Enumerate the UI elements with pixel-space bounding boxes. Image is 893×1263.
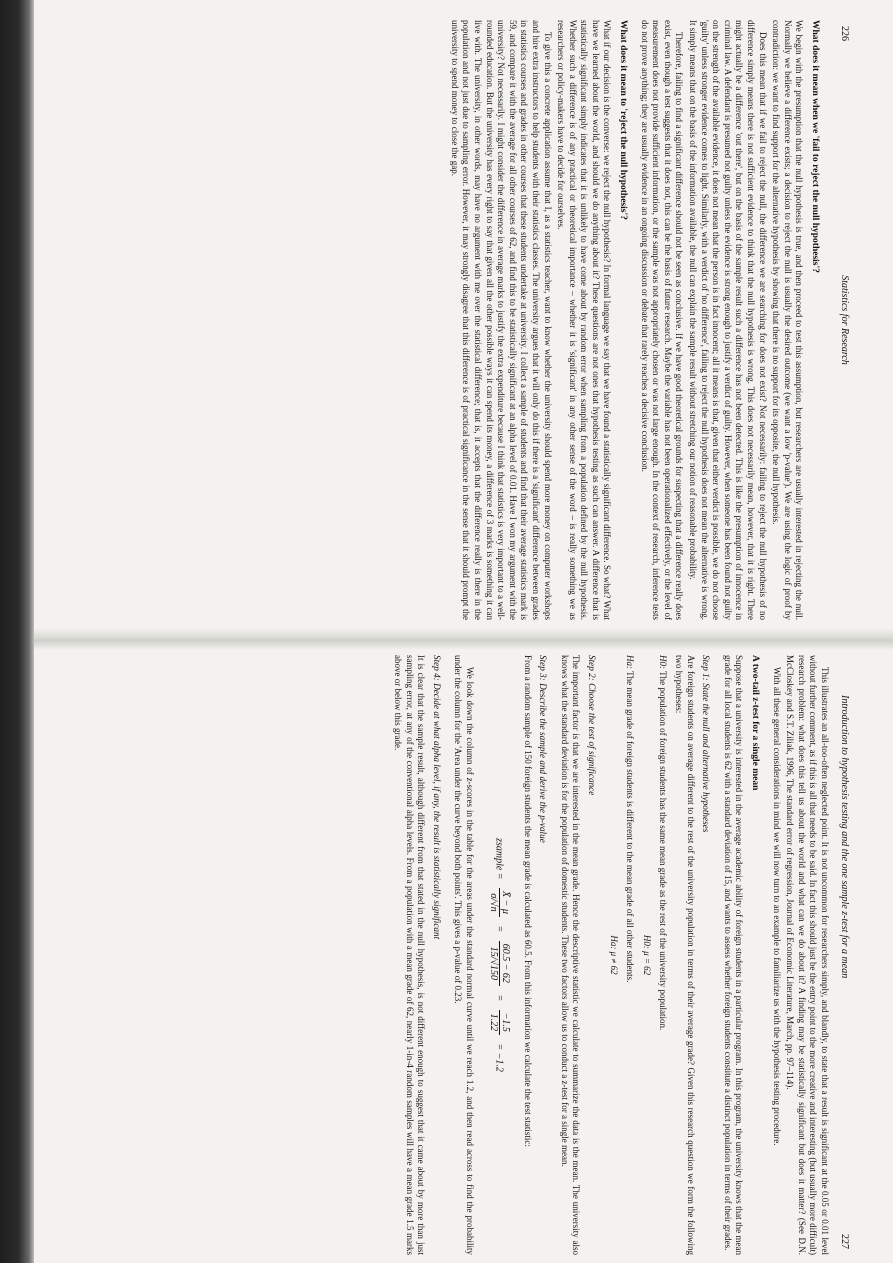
paragraph: Does this mean that if we fail to reject the null, the difference we are searching for does not exist? Not necessarily: failing to reject the null hypothesis of no difference simply means there is not sufficient evidence to think that the null hypothesis is wrong. This does not necessarily mean, however, that it is right. There might actually be a difference 'out there', but on the basis of the sample result such a difference has not been detected. This is like the presumption of innocence in criminal law. A defendant is presumed not guilty unless the evidence is strong enough to justify a verdict of guilty. However, when someone has been found not guilty on the strength of the available evidence, it does not mean that the person is in fact innocent; all it means is that, given that either verdict is possible, we do not choose 'guilty' unless stronger evidence comes to light. Similarly, with a verdict of 'no difference', failing to reject the null hypothesis does not mean the alternative is wrong. It simply means that on the basis of the information available, the null can explain the sample result without stretching our notion of reasonable probability. bbox=[688, 20, 768, 620]
paragraph: To give this a concrete application assume that I, as a statistics teacher, want to know whether the university should spend more money on computer workshops and hire extra instructors to help students with their statistics classes. The university argues that it will only do this if there is a 'significant' difference between grades in statistics courses and grades in other courses that these students undertake at university. I collect a sample of students and find that their average statistics mark is 59, and compare it with the average for all other courses of 62, and find this to be statistically significant at an alpha level of 0.01. Have I won my argument with the university? Not necessarily. I might consider the difference in average marks to justify the extra expenditure because I think that statistics is very important to a well-rounded education. But the university has every right to say that given all the other possible ways it can spend its money, a difference of 3 marks is something it can live with. The university, in other words, may have no argument with me over the statistical difference; that is, it accepts that the difference really is there in the population and not just due to sampling error. However, it may strongly disagree that this difference is of practical significance in the sense that it should prompt the university to spend money to close the gap. bbox=[449, 20, 553, 620]
paragraph: It is clear that the sample result, although different from that stated in the null hypothesis, is not different enough to suggest that it came about by more than just sampling error, at any of the conventional alpha levels. From a population with a mean grade of 62, nearly 1-in-4 random samples will have a mean grade 1.5 marks above or below this grade. bbox=[392, 655, 427, 1255]
step-heading: Step 1: State the null and alternative hypotheses bbox=[701, 655, 712, 833]
fraction-denominator: 1.22 bbox=[487, 1013, 499, 1032]
section-heading-reject: What does it mean to 'reject the null hypothesis'? bbox=[618, 20, 629, 220]
running-head bbox=[830, 655, 850, 1255]
fraction-numerator: −1.5 bbox=[499, 1010, 512, 1035]
paragraph: Therefore, failing to find a significant difference should not be seen as conclusive. If we have good theoretical grounds for suspecting that a difference really does exist, even though a test suggests that it does not, this can be the basis of future research. Maybe the variable has not been operationalized effectively, or the level of measurement does not provide sufficient information, or the sample was not appropriately chosen or was not large enough. In the context of research, inference tests do not prove anything; they are usually evidence in an ongoing discussion or debate that rarely reaches a decisive conclusion. bbox=[639, 20, 685, 620]
fraction-denominator: σ/√n bbox=[487, 893, 499, 912]
formula-result: = −1.2 bbox=[493, 1043, 505, 1072]
alternative-hypothesis bbox=[624, 655, 636, 1255]
running-head-title: Statistics for Research bbox=[839, 275, 850, 365]
fraction-numerator: X̄ − μ bbox=[499, 888, 512, 917]
paragraph: The important factor is that we are interested in the mean grade. Hence the descriptive statistic we calculate to summarize the data is the mean. The university also knows what the standard deviation is for the population of domestic students. These two factors allow us to conduct a z-test for a single mean. bbox=[559, 655, 582, 1255]
fraction-substituted bbox=[487, 941, 511, 986]
fraction-simplified bbox=[487, 1010, 511, 1035]
hypothesis-text: The population of foreign students has the same mean grade as the rest of the university population. bbox=[658, 671, 669, 1031]
page-226 bbox=[170, 20, 850, 620]
paragraph: With all these general considerations in mind we will now turn to an example to familiarize us with the hypothesis testing procedure. bbox=[771, 667, 782, 1146]
fraction-general bbox=[487, 888, 511, 917]
null-hypothesis-formula: H0: μ = 62 bbox=[641, 934, 652, 976]
page-number: 227 bbox=[839, 1234, 850, 1249]
fraction-denominator: 15/√150 bbox=[487, 946, 499, 980]
fraction-numerator: 60.5 − 62 bbox=[499, 941, 512, 986]
paragraph: Suppose that a university is interested in the average academic ability of foreign students in a particular program. In this program, the university knows that the mean grade for all local students is 62 with a standard deviation of 15, and wants to assess whether foreign students constitute a distinct population in terms of their grades. bbox=[722, 655, 745, 1255]
step-heading: Step 2: Choose the test of significance bbox=[587, 655, 598, 796]
null-hypothesis bbox=[657, 655, 669, 1255]
paragraph: We begin with the presumption that the null hypothesis is true, and then proceed to test this assumption, but researchers are usually interested in rejecting the null. Normally we believe a difference exists; a decision to reject the null is usually the desired outcome (we want a low 'p-value'). We are using the logic of proof by contradiction: we want to find support for the alternative hypothesis by showing that there is no support for its opposite, the null hypothesis. bbox=[771, 20, 805, 620]
scanner-edge bbox=[0, 0, 34, 1263]
alternative-hypothesis-formula: Ha: μ ≠ 62 bbox=[608, 935, 619, 975]
paragraph: What if our decision is the converse: we reject the null hypothesis? In formal language we say that we have found a statistically significant difference. So what? What have we learned about the world, and should we do anything about it? These questions are not ones that hypothesis testing as such can answer. A difference that is statistically significant simply indicates that it is unlikely to have come about by random error when sampling from a population defined by the null hypothesis. Whether such a difference is of any practical or theoretical importance – whether it is 'significant' in any other sense of the word – is really something we as researchers or policy-makers have to decide for ourselves. bbox=[556, 20, 613, 620]
formula-lhs: zsample = bbox=[493, 838, 505, 880]
step-heading: Step 3: Describe the sample and derive the p-value bbox=[538, 655, 549, 843]
running-head-title: Introduction to hypothesis testing and the one sample z-test for a mean bbox=[839, 695, 850, 979]
hypothesis-label: Ha: bbox=[625, 655, 636, 669]
paragraph: This illustrates an all-too-often neglected point. It is not uncommon for researchers simply, and blandly, to state that a result is significant at the 0.05 or 0.01 level without further comment, as if this is all that needs to be said. In fact this should just be the entry point to the more creative and interesting (but usually more difficult) research problem: what does this tell us about the world and what can we do about it? A finding may be statistically significant but does it matter? (See D.N. McCloskey and S.T. Ziliak, 1996, The standard error of regression, Journal of Economic Literature, March, pp. 97–114). bbox=[785, 655, 830, 1255]
section-heading-fail-to-reject: What does it mean when we 'fail to reject the null hypothesis'? bbox=[810, 20, 820, 273]
page-227 bbox=[190, 655, 850, 1255]
page-number: 226 bbox=[839, 26, 850, 41]
paragraph: From a random sample of 150 foreign students the mean grade is calculated as 60.5. From this information we calculate the test statistic: bbox=[522, 655, 533, 1147]
paragraph: Are foreign students on average different to the rest of the university population in terms of their average grade? Given this research question we form the following two hypotheses: bbox=[674, 655, 696, 1255]
equals-sign: = bbox=[493, 925, 505, 933]
section-heading-two-tail-test: A two-tail z-test for a single mean bbox=[750, 655, 761, 791]
book-gutter bbox=[34, 628, 893, 650]
z-test-formula bbox=[487, 655, 511, 1255]
equals-sign: = bbox=[493, 994, 505, 1002]
hypothesis-text: The mean grade of foreign students is different to the mean grade of all other students. bbox=[625, 671, 636, 983]
step-heading: Step 4: Decide at what alpha level, if any, the result is statistically significant bbox=[431, 655, 442, 940]
running-head bbox=[830, 20, 850, 620]
hypothesis-label: H0: bbox=[658, 655, 669, 669]
paragraph: We look down the column of z-scores in the table for the areas under the standard normal curve until we reach 1.2, and then read across to find the probability under the column for the 'Area under the curve beyond both points'. This gives a p-value of 0.23. bbox=[453, 655, 475, 1255]
